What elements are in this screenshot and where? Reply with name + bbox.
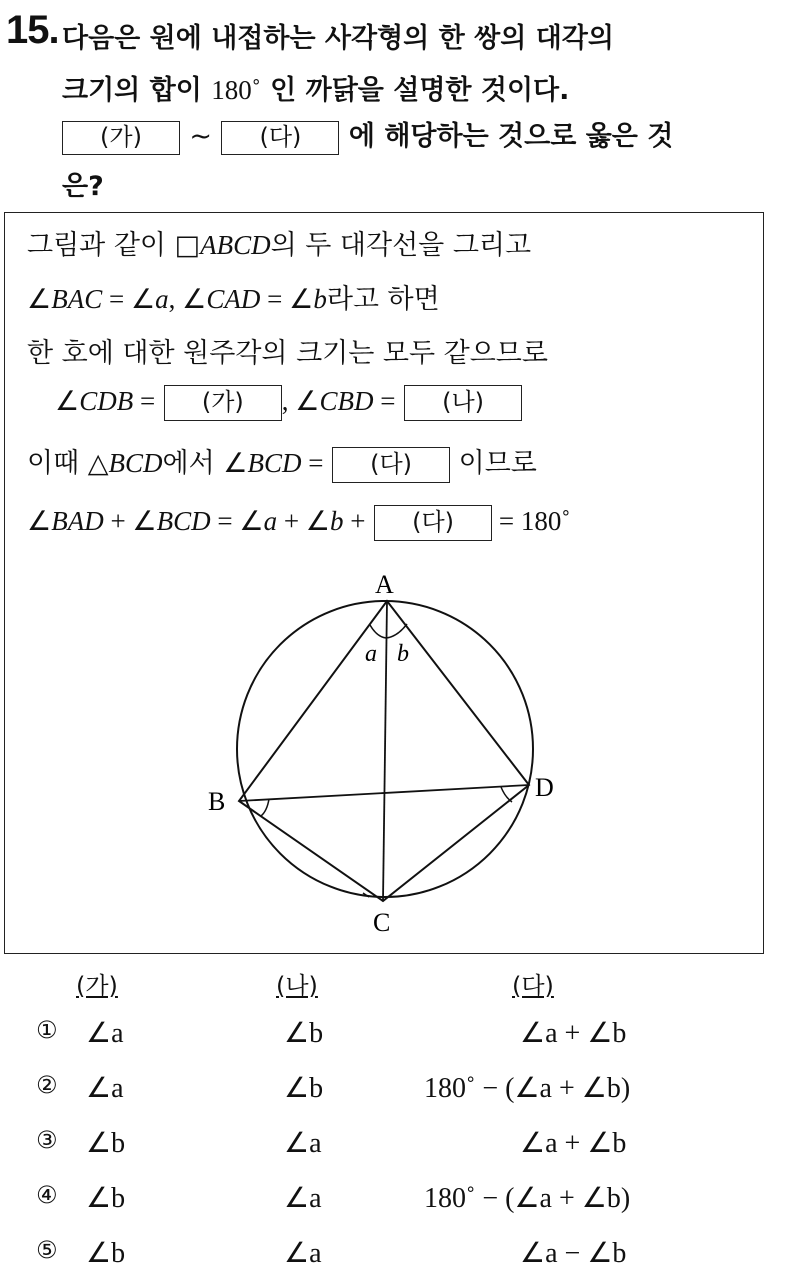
choice-na: ∠a xyxy=(284,1128,322,1159)
math: CDB xyxy=(79,386,134,416)
question-180: 180˚ xyxy=(211,75,261,105)
plus: + ∠ xyxy=(277,506,331,536)
label-B: B xyxy=(208,787,226,816)
choice-ga: ∠b xyxy=(86,1238,126,1269)
question-line-4: 은? xyxy=(62,171,104,202)
choice-na: ∠b xyxy=(284,1018,324,1049)
math: b xyxy=(330,506,344,536)
question-line-3 xyxy=(62,114,782,155)
question-line-2b: 인 까닭을 설명한 것이다. xyxy=(270,75,570,106)
blank-da: (다) xyxy=(221,121,339,155)
proof-text: 의 두 대각선을 그리고 xyxy=(270,230,532,261)
choice-ga: ∠b xyxy=(86,1128,126,1159)
choice-marker: ③ xyxy=(36,1126,58,1154)
eq: = ∠ xyxy=(260,284,314,314)
choice-1[interactable] xyxy=(0,1016,800,1056)
eq: = ∠ xyxy=(210,506,264,536)
math: BCD xyxy=(247,448,302,478)
choice-ga: ∠a xyxy=(86,1073,124,1104)
math: CBD xyxy=(319,386,374,416)
proof-text: 이때 △ xyxy=(27,448,109,479)
choice-na: ∠a xyxy=(284,1238,322,1269)
blank-ga: (가) xyxy=(62,121,180,155)
question-line-3-rest: 에 해당하는 것으로 옳은 것 xyxy=(348,121,674,152)
header-na: (나) xyxy=(276,972,318,1000)
question-number: 15. xyxy=(6,8,59,52)
question-line-2a: 크기의 합이 xyxy=(62,75,202,106)
math: BAD xyxy=(51,506,104,536)
choice-marker: ① xyxy=(36,1016,58,1044)
angle-arc-a xyxy=(370,625,386,638)
blank-da-proof: (다) xyxy=(332,447,450,483)
blank-ga-proof: (가) xyxy=(164,385,282,421)
angle-label-a: a xyxy=(365,641,377,667)
eq: = xyxy=(301,448,324,478)
label-C: C xyxy=(373,908,391,937)
proof-text: 라고 하면 xyxy=(326,284,440,315)
choice-ga: ∠a xyxy=(86,1018,124,1049)
cyclic-quadrilateral-figure xyxy=(5,213,765,955)
choice-marker: ⑤ xyxy=(36,1236,58,1264)
proof-text: 에서 ∠ xyxy=(162,448,248,479)
angle-arc-d-vertex xyxy=(501,787,512,802)
math: a xyxy=(155,284,169,314)
choice-da: 180˚ − (∠a + ∠b) xyxy=(424,1183,631,1214)
math: CAD xyxy=(206,284,261,314)
eq-180: = 180˚ xyxy=(492,506,571,536)
plus: + xyxy=(343,506,366,536)
diagonal-ac xyxy=(383,601,387,901)
choice-marker: ② xyxy=(36,1071,58,1099)
math: a xyxy=(263,506,278,536)
choice-da: 180˚ − (∠a + ∠b) xyxy=(424,1073,631,1104)
header-da: (다) xyxy=(512,972,554,1000)
question-line-1: 다음은 원에 내접하는 사각형의 한 쌍의 대각의 xyxy=(62,23,614,54)
choice-3[interactable] xyxy=(0,1126,800,1166)
angle-sym: ∠ xyxy=(27,284,52,314)
sep: , ∠ xyxy=(168,284,207,314)
answer-choices xyxy=(0,960,800,1280)
angle-arc-b xyxy=(386,624,407,638)
angle-label-b: b xyxy=(397,641,409,667)
math: BAC xyxy=(51,284,103,314)
label-D: D xyxy=(535,773,554,802)
angle-sym: ∠ xyxy=(27,506,52,536)
proof-box xyxy=(4,212,764,954)
angle-arc-b-vertex xyxy=(261,799,269,816)
choice-5[interactable] xyxy=(0,1236,800,1276)
proof-text: 그림과 같이 □ xyxy=(27,230,201,261)
proof-text: 이므로 xyxy=(458,448,537,479)
blank-na-proof: (나) xyxy=(404,385,522,421)
tilde: ~ xyxy=(189,121,213,152)
plus: + ∠ xyxy=(103,506,157,536)
choice-da: ∠a − ∠b xyxy=(520,1238,627,1269)
choice-marker: ④ xyxy=(36,1181,58,1209)
math-abcd: ABCD xyxy=(200,230,271,260)
choice-ga: ∠b xyxy=(86,1183,126,1214)
proof-line-3: 한 호에 대한 원주각의 크기는 모두 같으므로 xyxy=(27,338,548,369)
choice-4[interactable] xyxy=(0,1181,800,1221)
choice-na: ∠a xyxy=(284,1183,322,1214)
header-ga: (가) xyxy=(76,972,118,1000)
math: BCD xyxy=(156,506,211,536)
sep: , ∠ xyxy=(281,386,320,416)
blank-da-proof-2: (다) xyxy=(374,505,492,541)
choice-da: ∠a + ∠b xyxy=(520,1018,627,1049)
angle-sym: ∠ xyxy=(55,386,80,416)
eq: = ∠ xyxy=(102,284,156,314)
question-line-2 xyxy=(62,68,782,107)
label-A: A xyxy=(375,570,394,599)
math: b xyxy=(313,284,327,314)
eq: = xyxy=(133,386,156,416)
math: BCD xyxy=(108,448,163,478)
choice-da: ∠a + ∠b xyxy=(520,1128,627,1159)
choice-na: ∠b xyxy=(284,1073,324,1104)
eq: = xyxy=(373,386,396,416)
choice-2[interactable] xyxy=(0,1071,800,1111)
